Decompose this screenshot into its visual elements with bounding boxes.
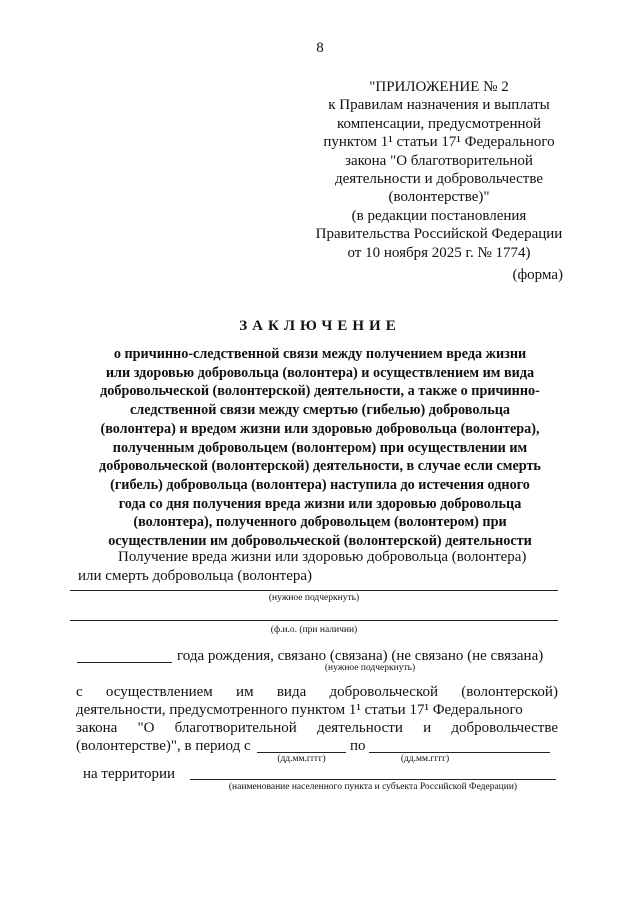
hint-date-from: (дд.мм.гггг) — [277, 754, 326, 764]
date-from-field[interactable] — [257, 752, 346, 753]
hint-underline-2: (нужное подчеркнуть) — [324, 663, 416, 673]
territory-label: на территории — [83, 766, 176, 782]
subtitle-line: осуществлении им добровольческой (волонтерской) деятельности — [108, 533, 532, 550]
page-number: 8 — [316, 40, 324, 56]
appendix-line: (в редакции постановления — [351, 207, 527, 224]
word: благотворительной — [174, 720, 297, 736]
subtitle-line: полученным добровольцем (волонтером) при осуществлении им — [112, 439, 528, 456]
subtitle-line: о причинно-следственной связи между получением вреда жизни — [113, 346, 527, 362]
document-title: ЗАКЛЮЧЕНИЕ — [239, 318, 401, 334]
hint-date-to: (дд.мм.гггг) — [400, 754, 450, 764]
word: осуществлением — [105, 684, 213, 700]
subtitle-line: (волонтера) и вредом жизни или здоровью добровольца (волонтера), — [100, 420, 540, 437]
subtitle-line: или здоровью добровольца (волонтера) и осуществлением им вида — [105, 364, 535, 381]
subtitle-line: года со дня получения вреда жизни или здоровью добровольца — [118, 495, 522, 512]
appendix-line: Правительства Российской Федерации — [315, 226, 563, 243]
subtitle-line: следственной связи между смертью (гибелью) добровольца — [129, 402, 510, 419]
birth-year-field[interactable] — [77, 662, 172, 663]
appendix-line: к Правилам назначения и выплаты — [328, 97, 550, 114]
word: вида — [276, 684, 307, 700]
body-line-2: или смерть добровольца (волонтера) — [78, 568, 313, 584]
word: с — [76, 684, 83, 700]
word: деятельности — [317, 720, 403, 736]
body-line-1: Получение вреда жизни или здоровью добровольца (волонтера) — [118, 549, 527, 565]
appendix-line: закона "О благотворительной — [345, 152, 533, 169]
word: и — [423, 720, 432, 736]
hint-fio: (ф.и.о. (при наличии) — [270, 625, 358, 635]
word: закона — [76, 720, 118, 736]
form-label: (форма) — [512, 267, 563, 283]
date-to-field[interactable] — [369, 752, 550, 753]
subtitle-line: добровольческой (волонтерской) деятельности, в случае если смерть — [99, 458, 541, 475]
birth-line: года рождения, связано (связана) (не связано (не связана) — [177, 648, 544, 664]
underline-field-1[interactable] — [70, 590, 558, 591]
fio-field[interactable] — [70, 620, 558, 621]
period-mid: по — [350, 738, 366, 754]
document-subtitle — [70, 345, 570, 551]
subtitle-line: (волонтера), полученного добровольцем (волонтером) при — [133, 514, 507, 531]
word: добровольчестве — [451, 720, 558, 736]
activity-line-2: деятельности, предусмотренного пунктом 1¹ статьи 17¹ Федерального — [76, 702, 523, 718]
law-line — [76, 719, 558, 737]
hint-territory: (наименование населенного пункта и субъекта Российской Федерации) — [228, 782, 518, 792]
appendix-line: пунктом 1¹ статьи 17¹ Федерального — [323, 134, 555, 151]
word: "О — [137, 720, 155, 736]
territory-field[interactable] — [190, 779, 556, 780]
appendix-line: "ПРИЛОЖЕНИЕ № 2 — [369, 79, 509, 95]
appendix-line: деятельности и добровольчестве — [334, 171, 544, 188]
subtitle-line: (гибель) добровольца (волонтера) наступила до истечения одного — [110, 476, 530, 493]
activity-line-1 — [76, 683, 558, 701]
subtitle-line: добровольческой (волонтерской) деятельности, а также о причинно- — [100, 383, 540, 400]
word: им — [236, 684, 254, 700]
hint-underline: (нужное подчеркнуть) — [268, 593, 360, 603]
appendix-line: компенсации, предусмотренной — [336, 115, 542, 132]
appendix-line: (волонтерстве)" — [388, 189, 490, 206]
word: (волонтерской) — [461, 684, 558, 700]
period-prefix: (волонтерстве)", в период с — [76, 738, 251, 754]
word: добровольческой — [329, 684, 438, 700]
appendix-header — [300, 78, 578, 262]
appendix-line: от 10 ноября 2025 г. № 1774) — [347, 244, 531, 261]
